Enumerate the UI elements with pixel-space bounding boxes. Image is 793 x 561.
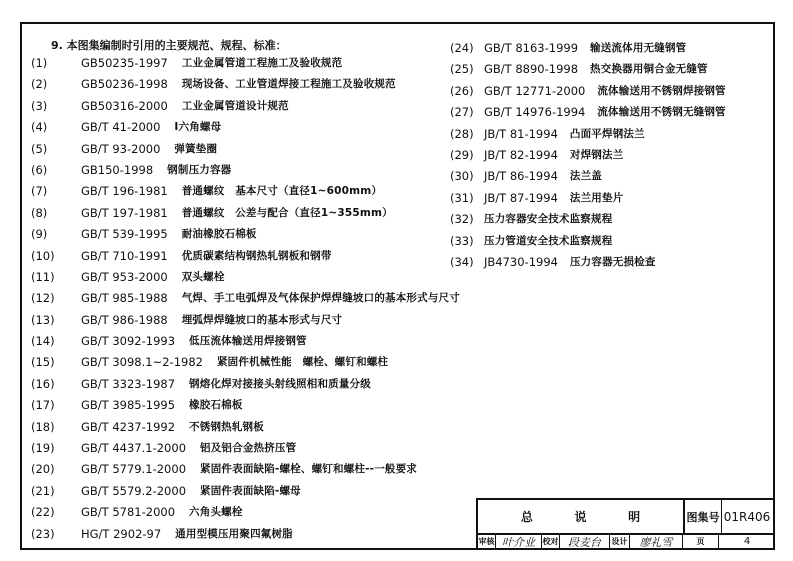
standard-item — [31, 417, 460, 438]
standard-number: (14) — [31, 334, 55, 349]
standard-number: (31) — [450, 190, 474, 205]
standard-number: (17) — [31, 398, 55, 413]
standard-code: GB/T 5779.1-2000 — [81, 462, 187, 477]
standard-number: (9) — [31, 227, 48, 242]
standard-item — [31, 246, 460, 267]
standard-title: 法兰盖 — [569, 170, 602, 183]
standard-code: GB50316-2000 — [81, 98, 168, 113]
page-number: 4 — [743, 536, 751, 547]
title-char-3: 明 — [628, 510, 641, 524]
standard-item — [450, 38, 726, 59]
standard-number: (27) — [450, 105, 474, 120]
standard-item — [450, 166, 726, 187]
standard-code: GB/T 8890-1998 — [484, 62, 579, 77]
standard-number: (13) — [31, 312, 55, 327]
standard-code: GB/T 196-1981 — [81, 184, 168, 199]
standard-code: GB/T 5781-2000 — [81, 505, 176, 520]
atlas-number-value: 01R406 — [723, 509, 771, 524]
standard-code: JB/T 81-1994 — [484, 126, 558, 141]
standard-number: (30) — [450, 169, 474, 184]
standard-title: I六角螺母 — [174, 121, 222, 134]
standard-number: (18) — [31, 419, 55, 434]
standard-number: (29) — [450, 147, 474, 162]
standard-item — [31, 352, 460, 373]
standard-code: GB/T 14976-1994 — [484, 105, 586, 120]
standard-title: 压力容器安全技术监察规程 — [484, 213, 613, 226]
standard-code: GB/T 41-2000 — [81, 120, 161, 135]
standard-number: (24) — [450, 41, 474, 55]
title-block — [476, 498, 775, 550]
standard-title: 对焊钢法兰 — [569, 148, 624, 161]
standard-code: GB50235-1997 — [81, 56, 168, 70]
standard-number: (4) — [31, 120, 48, 135]
standard-item — [450, 81, 726, 102]
standard-item — [31, 181, 460, 202]
standard-item — [31, 481, 460, 502]
title-block-top — [478, 500, 775, 535]
standard-code: GB/T 3098.1~2-1982 — [81, 355, 203, 370]
standard-item — [31, 160, 460, 181]
standard-number: (16) — [31, 376, 55, 391]
standard-code: JB/T 87-1994 — [484, 190, 558, 205]
standard-title: 双头螺栓 — [181, 270, 225, 283]
standard-item — [450, 124, 726, 145]
standard-title: 紧固件机械性能 螺栓、螺钉和螺柱 — [216, 356, 389, 369]
standard-title: 钢制压力容器 — [167, 163, 232, 176]
standard-number: (21) — [31, 483, 55, 498]
standard-title: 气焊、手工电弧焊及气体保护焊焊缝坡口的基本形式与尺寸 — [181, 292, 460, 305]
standard-item — [31, 438, 460, 459]
standard-code: JB/T 86-1994 — [484, 169, 558, 184]
standard-item — [450, 59, 726, 80]
standard-item — [450, 209, 726, 230]
review-label: 审核 — [478, 533, 496, 550]
page-label: 页 — [683, 533, 719, 550]
design-signature: 廖礼雪 — [630, 533, 683, 550]
standard-item — [450, 102, 726, 123]
standard-code: GB/T 4437.1-2000 — [81, 441, 187, 456]
standard-item — [31, 139, 460, 160]
atlas-number-label: 图集号 — [683, 500, 722, 533]
standard-item — [31, 74, 460, 95]
standard-title: 流体输送用不锈钢焊接钢管 — [597, 84, 726, 97]
standard-code: GB/T 12771-2000 — [484, 83, 586, 98]
standard-title: 普通螺纹 公差与配合（直径1~355mm） — [181, 206, 393, 219]
standard-title: 工业金属管道设计规范 — [181, 99, 289, 112]
standard-number: (20) — [31, 462, 55, 477]
standard-code: GB/T 93-2000 — [81, 141, 161, 156]
drawing-title — [478, 500, 683, 533]
standard-title: 铝及铝合金热挤压管 — [200, 442, 297, 455]
standard-number: (7) — [31, 184, 48, 199]
standard-title: 压力容器无损检查 — [569, 255, 656, 268]
standard-item — [31, 524, 460, 545]
check-label: 校对 — [542, 533, 560, 550]
standard-title: 压力管道安全技术监察规程 — [484, 234, 613, 247]
standard-code: GB/T 986-1988 — [81, 312, 168, 327]
standard-number: (28) — [450, 126, 474, 141]
standard-title: 六角头螺栓 — [189, 506, 243, 519]
title-char-1: 总 — [520, 510, 533, 524]
standard-title: 埋弧焊焊缝坡口的基本形式与尺寸 — [181, 313, 343, 326]
standard-title: 热交换器用铜合金无缝管 — [590, 63, 708, 76]
standards-list-left — [31, 38, 460, 545]
standard-code: HG/T 2902-97 — [81, 526, 162, 541]
standard-code: GB/T 8163-1999 — [484, 41, 579, 55]
standards-list-right — [450, 38, 726, 273]
standard-title: 低压流体输送用焊接钢管 — [189, 335, 307, 348]
check-signature: 段麦台 — [560, 533, 610, 550]
standard-code: GB/T 197-1981 — [81, 205, 168, 220]
standard-code: GB50236-1998 — [81, 77, 168, 92]
standard-item — [31, 374, 460, 395]
standard-title: 优质碳素结构钢热轧钢板和钢带 — [181, 249, 332, 262]
standard-code: GB/T 5579.2-2000 — [81, 483, 187, 498]
title-char-2: 说 — [574, 510, 587, 524]
standard-item — [450, 145, 726, 166]
standard-code: GB150-1998 — [81, 162, 154, 177]
standard-title: 紧固件表面缺陷-螺母 — [200, 484, 301, 497]
title-block-signatures — [478, 533, 775, 550]
standard-code: GB/T 985-1988 — [81, 291, 168, 306]
standard-title: 通用型模压用聚四氟树脂 — [175, 527, 293, 540]
standard-item — [450, 188, 726, 209]
standard-code: GB/T 710-1991 — [81, 248, 168, 263]
standard-title: 不锈钢热轧钢板 — [189, 420, 264, 433]
standard-title: 凸面平焊钢法兰 — [569, 127, 645, 140]
standard-item — [31, 502, 460, 523]
standard-code: JB4730-1994 — [484, 254, 558, 269]
standard-number: (5) — [31, 141, 48, 156]
standard-code: GB/T 3323-1987 — [81, 376, 176, 391]
standard-item — [31, 267, 460, 288]
standard-item — [31, 96, 460, 117]
standard-number: (6) — [31, 162, 48, 177]
standard-title: 普通螺纹 基本尺寸（直径1~600mm） — [181, 185, 383, 198]
standard-title: 法兰用垫片 — [569, 191, 624, 204]
standard-number: (19) — [31, 441, 55, 456]
standard-title: 输送流体用无缝钢管 — [590, 42, 687, 54]
standard-title: 橡胶石棉板 — [189, 399, 243, 412]
standard-item — [31, 459, 460, 480]
standard-number: (11) — [31, 269, 55, 284]
review-signature: 叶介业 — [496, 533, 542, 550]
standard-number: (34) — [450, 254, 474, 269]
standard-title: 紧固件表面缺陷-螺栓、螺钉和螺柱--一般要求 — [200, 463, 417, 476]
standard-number: (32) — [450, 212, 474, 227]
standard-number: (23) — [31, 526, 55, 541]
standard-code: GB/T 3985-1995 — [81, 398, 176, 413]
section-heading: 9. 本图集编制时引用的主要规范、规程、标准： — [51, 39, 287, 52]
standard-code: GB/T 3092-1993 — [81, 334, 176, 349]
standard-title: 工业金属管道工程施工及验收规范 — [181, 57, 343, 69]
standard-title: 现场设备、工业管道焊接工程施工及验收规范 — [181, 78, 396, 91]
design-label: 设计 — [610, 533, 630, 550]
standard-code: GB/T 539-1995 — [81, 227, 168, 242]
standard-item — [450, 252, 726, 273]
standard-item — [31, 331, 460, 352]
standard-item — [31, 53, 460, 74]
standard-code: JB/T 82-1994 — [484, 147, 558, 162]
standard-item — [31, 310, 460, 331]
standard-item — [31, 224, 460, 245]
standard-number: (26) — [450, 83, 474, 98]
standard-title: 弹簧垫圈 — [174, 142, 218, 155]
standard-title: 流体输送用不锈钢无缝钢管 — [597, 106, 726, 119]
standard-number: (10) — [31, 248, 55, 263]
standard-number: (33) — [450, 233, 474, 248]
standard-number: (22) — [31, 505, 55, 520]
standard-title: 钢熔化焊对接接头射线照相和质量分级 — [189, 377, 371, 390]
standard-number: (8) — [31, 205, 48, 220]
standard-number: (25) — [450, 62, 474, 77]
standard-number: (3) — [31, 98, 48, 113]
standard-number: (1) — [31, 56, 48, 70]
standard-item — [31, 203, 460, 224]
standard-number: (12) — [31, 291, 55, 306]
standard-number: (2) — [31, 77, 48, 92]
standard-code: GB/T 953-2000 — [81, 269, 168, 284]
standard-item — [450, 231, 726, 252]
standard-item — [31, 288, 460, 309]
standard-item — [31, 395, 460, 416]
standard-title: 耐油橡胶石棉板 — [181, 228, 257, 241]
standard-number: (15) — [31, 355, 55, 370]
standard-item — [31, 117, 460, 138]
standard-code: GB/T 4237-1992 — [81, 419, 176, 434]
